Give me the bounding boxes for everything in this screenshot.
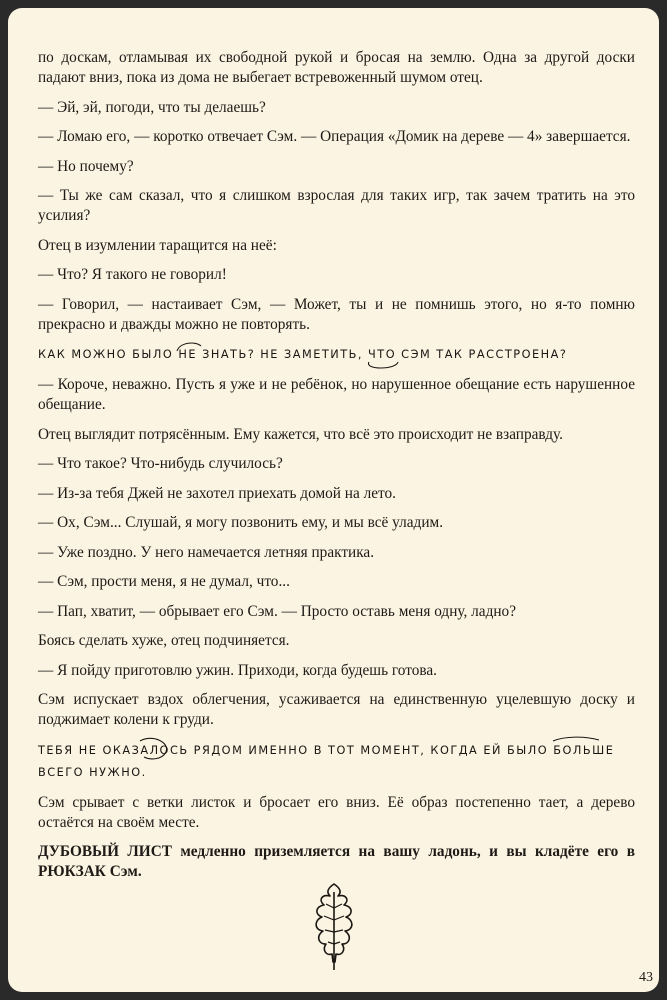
- handwritten-text: БОЛЬШЕ: [553, 743, 615, 757]
- paragraph: — Ты же сам сказал, что я слишком взрослая для таких игр, так зачем тратить на это усилия?: [38, 187, 635, 224]
- page-number: 43: [639, 970, 653, 985]
- circled-word: [102, 740, 188, 762]
- item-name: РЮКЗАК: [38, 863, 106, 880]
- final-instruction: [38, 842, 635, 882]
- instruction-text: Сэм.: [105, 863, 142, 880]
- handwritten-note-1: [38, 344, 635, 366]
- circled-word: [368, 344, 396, 366]
- circled-word: [178, 344, 197, 366]
- book-page: [8, 8, 659, 992]
- paragraph: — Ломаю его, — коротко отвечает Сэм. — Операция «Домик на дереве — 4» завершается.: [38, 128, 631, 145]
- circle-mark-icon: [551, 736, 601, 748]
- paragraph: Сэм срывает с ветки листок и бросает его вниз. Её образ постепенно тает, а дерево остаётся на своём месте.: [38, 793, 635, 831]
- paragraph: — Ох, Сэм... Слушай, я могу позвонить ему, и мы всё уладим.: [38, 514, 444, 531]
- paragraph: по доскам, отламывая их свободной рукой и бросая на землю. Одна за другой доски падают вниз, пока из дома не выбегает встревоженный шумом отец.: [38, 49, 635, 86]
- circle-mark-icon: [176, 340, 202, 352]
- paragraph: — Но почему?: [38, 157, 134, 175]
- handwritten-text: ВСЕГО НУЖНО.: [38, 765, 147, 779]
- paragraph: — Уже поздно. У него намечается летняя практика.: [38, 543, 375, 561]
- paragraph: — Пап, хватит, — обрывает его Сэм. — Просто оставь меня одну, ладно?: [38, 602, 516, 620]
- paragraph: — Короче, неважно. Пусть я уже и не ребёнок, но нарушенное обещание есть нарушенное обещание.: [38, 376, 635, 413]
- circled-word: [553, 740, 614, 762]
- paragraph: Отец выглядит потрясённым. Ему кажется, что всё это происходит не взаправду.: [38, 425, 563, 443]
- handwritten-text: ТЕБЯ НЕ: [38, 743, 103, 757]
- item-name: ДУБОВЫЙ ЛИСТ: [38, 843, 172, 860]
- paragraph: — Что? Я такого не говорил!: [38, 266, 227, 283]
- circle-mark-icon: [366, 340, 400, 370]
- handwritten-text: НЕ: [178, 348, 197, 361]
- paragraph: — Из-за тебя Джей не захотел приехать домой на лето.: [38, 484, 396, 502]
- oak-leaf-icon: [304, 878, 364, 978]
- paragraph: — Эй, эй, погоди, что ты делаешь?: [38, 98, 266, 116]
- handwritten-text: КАК МОЖНО БЫЛО: [38, 348, 179, 361]
- circle-mark-icon: [100, 736, 170, 764]
- paragraph: — Сэм, прости меня, я не думал, что...: [38, 573, 290, 590]
- handwritten-text: ЗНАТЬ? НЕ ЗАМЕТИТЬ,: [196, 348, 369, 361]
- instruction-text: медленно приземляется на вашу ладонь, и вы кладёте его в: [171, 843, 635, 860]
- paragraph: — Говорил, — настаивает Сэм, — Может, ты и не помнишь этого, но я-то помню прекрасно и дважды можно не повторять.: [38, 295, 635, 333]
- paragraph: Сэм испускает вздох облегчения, усаживается на единственную уцелевшую доску и поджимает колени к груди.: [38, 691, 635, 728]
- paragraph: Боясь сделать хуже, отец подчиняется.: [38, 632, 290, 649]
- handwritten-text: ОКАЗАЛОСЬ: [102, 743, 189, 757]
- handwritten-text: РЯДОМ ИМЕННО В ТОТ МОМЕНТ, КОГДА ЕЙ БЫЛО: [188, 743, 554, 757]
- paragraph: Отец в изумлении таращится на неё:: [38, 236, 277, 254]
- handwritten-note-2: [38, 740, 635, 784]
- handwritten-text: ЧТО: [368, 348, 397, 361]
- page-text: [38, 48, 635, 892]
- paragraph: — Что такое? Что-нибудь случилось?: [38, 455, 283, 472]
- paragraph: — Я пойду приготовлю ужин. Приходи, когда будешь готова.: [38, 661, 437, 679]
- handwritten-text: СЭМ ТАК РАССТРОЕНА?: [396, 348, 568, 361]
